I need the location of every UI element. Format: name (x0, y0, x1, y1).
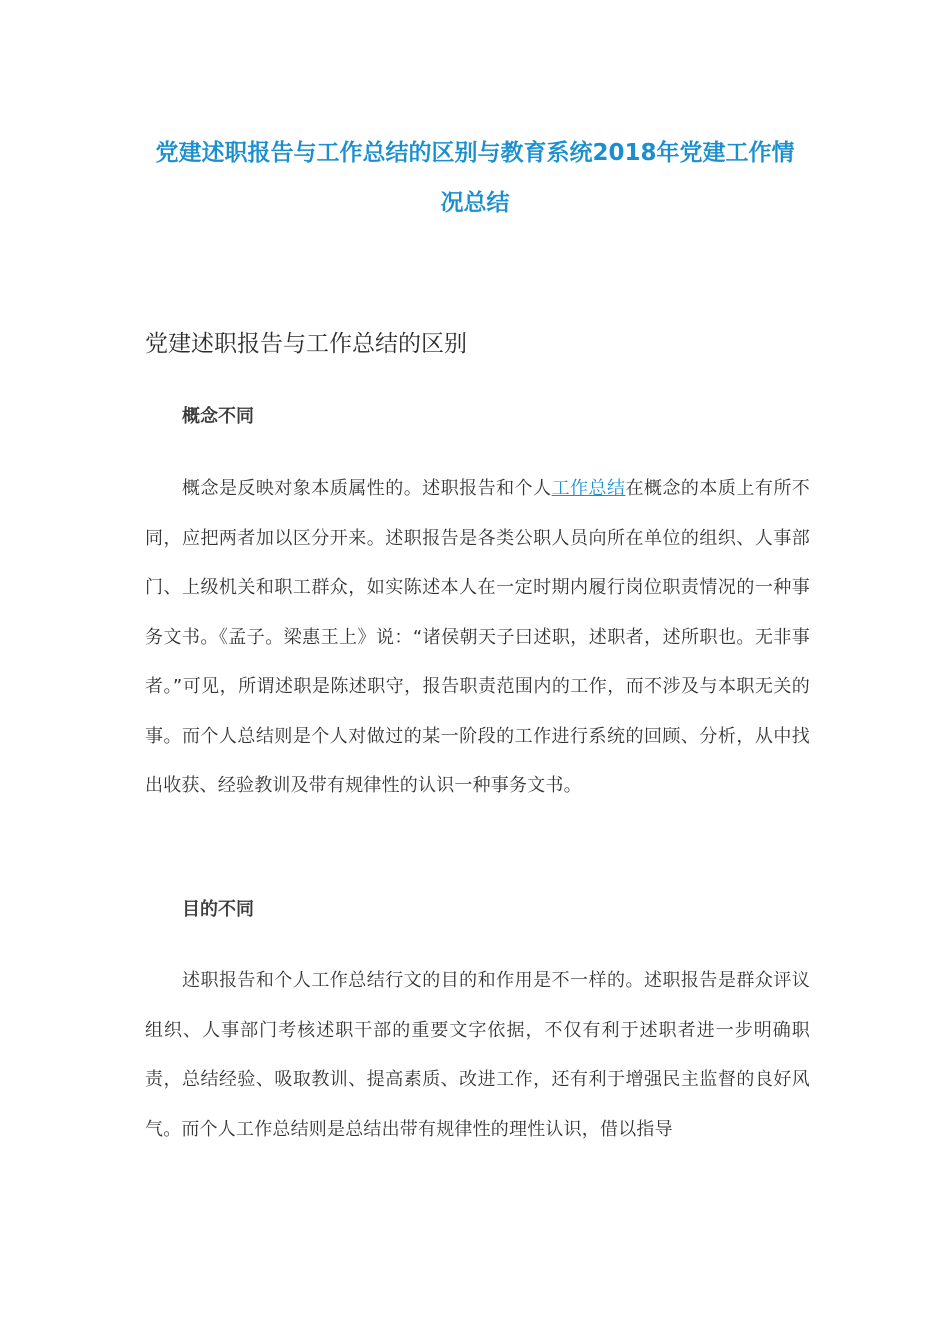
subheading-concept: 概念不同 (182, 406, 254, 427)
subheading-purpose: 目的不同 (182, 899, 254, 920)
paragraph-concept (145, 464, 810, 811)
document-title: 党建述职报告与工作总结的区别与教育系统2018年党建工作情况总结 (155, 140, 795, 216)
paragraph-purpose: 述职报告和个人工作总结行文的目的和作用是不一样的。述职报告是群众评议组织、人事部门考核述职干部的重要文字依据，不仅有利于述职者进一步明确职责，总结经验、吸取教训、提高素质、改进工作，还有利于增强民主监督的良好风气。而个人工作总结则是总结出带有规律性的理性认识，借以指导 (145, 970, 810, 1140)
paragraph-concept-text-1: 概念是反映对象本质属性的。述职报告和个人 (182, 478, 552, 499)
section-heading: 党建述职报告与工作总结的区别 (145, 331, 467, 357)
work-summary-link[interactable]: 工作总结 (551, 478, 626, 499)
paragraph-concept-text-2: 在概念的本质上有所不同，应把两者加以区分开来。述职报告是各类公职人员向所在单位的组织、人事部门、上级机关和职工群众，如实陈述本人在一定时期内履行岗位职责情况的一种事务文书。《孟子。梁惠王上》说：“诸侯朝天子曰述职，述职者，述所职也。无非事者。”可见，所谓述职是陈述职守，报告职责范围内的工作，而不涉及与本职无关的事。而个人总结则是个人对做过的某一阶段的工作进行系统的回顾、分析，从中找出收获、经验教训及带有规律性的认识一种事务文书。 (145, 478, 811, 796)
